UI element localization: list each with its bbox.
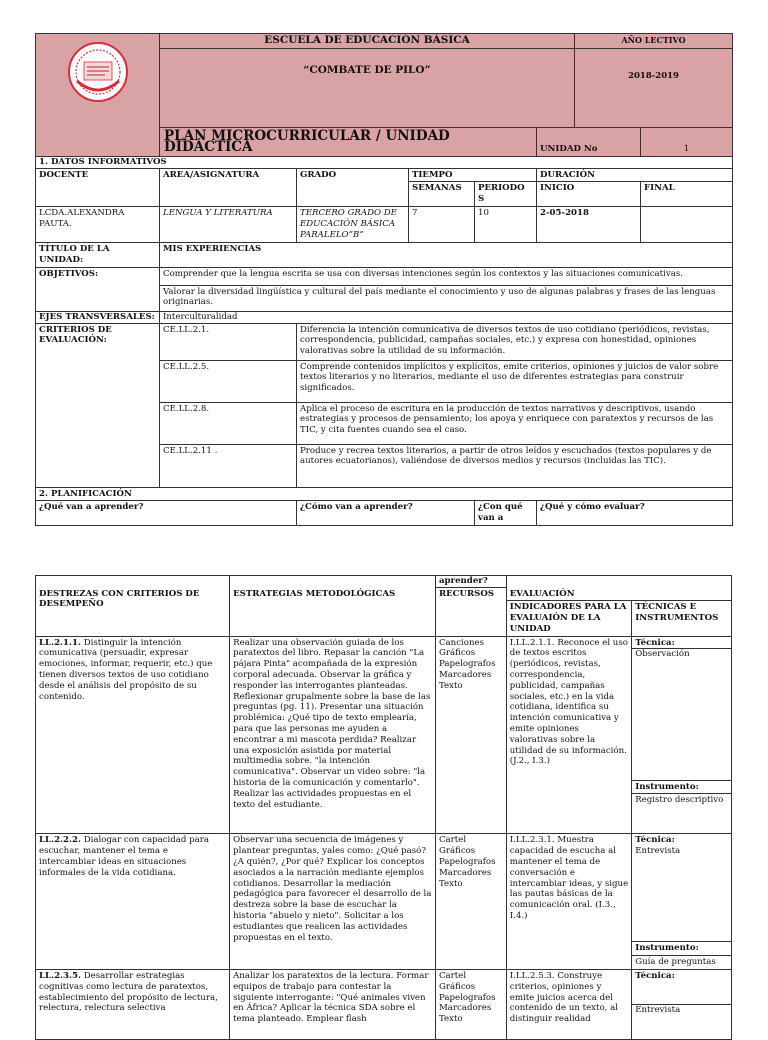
tecnica-cell xyxy=(632,834,732,942)
tecnica-label: Técnica: xyxy=(635,971,675,982)
section-planificacion: 2. PLANIFICACIÓN xyxy=(36,487,733,501)
aprender-cont: aprender? xyxy=(435,576,506,588)
planning-table xyxy=(35,575,732,1040)
destreza-text: Dialogar con capacidad para escuchar, mantener el tema e intercambiar ideas en situaciones informales de la vida cotidiana. xyxy=(39,835,209,878)
periodos-header: PERIODO S xyxy=(475,182,537,207)
objetivo-2: Valorar la diversidad lingüística y cultural del país mediante el conocimiento y uso de algunas palabras y frases de las lenguas originarias. xyxy=(160,285,733,311)
inicio-value: 2-05-2018 xyxy=(537,206,641,242)
recursos-text: Cartel Gráficos Papelografos Marcadores Texto xyxy=(435,834,506,970)
tecnica-cell xyxy=(632,970,732,1040)
recursos-text: Cartel Gráficos Papelografos Marcadores Texto xyxy=(435,970,506,1040)
tecnica-value: Observación xyxy=(632,648,731,660)
criterio-code: CE.LL.2.8. xyxy=(160,402,297,444)
titulo-value: MIS EXPERIENCIAS xyxy=(160,242,733,267)
criterio-code: CE.LL.2.5. xyxy=(160,360,297,402)
tecnica-label: Técnica: xyxy=(635,835,675,846)
grado-header: GRADO xyxy=(297,168,409,206)
tecnica-cell xyxy=(632,636,732,780)
destreza-cell xyxy=(36,834,230,970)
school-title: ESCUELA DE EDUCACIÓN BÁSICA xyxy=(160,34,575,49)
section-datos: 1. DATOS INFORMATIVOS xyxy=(36,156,733,168)
criterio-text: Aplica el proceso de escritura en la producción de textos narrativos y descriptivos, usando estrategias y procesos de pensamiento; los apoya y enriquece con paratextos y recursos de las TIC, y cita fuentes cuando sea el caso. xyxy=(297,402,733,444)
grado-value: TERCERO GRADO DE EDUCACIÓN BÁSICA PARALELO”B” xyxy=(297,206,409,242)
estrategia-text: Realizar una observación guiada de los paratextos del libro. Repasar la canción "La pájara Pinta" acompañada de la expresión corporal adecuada. Observar la gráfica y responder las interrogantes planteadas. Reflexionar grupalmente sobre la base de las preguntas (pg. 11). Presentar una situación problémica: ¿Qué tipo de texto emplearía, para que las personas me ayuden a encontrar a mi mascota perdida? Realizar una exposición asistida por material multimedia sobre. "la intención comunicativa". Observar un video sobre: "la historia de la comunicación y comentarlo". Realizar las actividades propuestas en el texto del estudiante. xyxy=(230,636,436,834)
titulo-label: TÍTULO DE LA UNIDAD: xyxy=(36,242,160,267)
destreza-text: Desarrollar estrategias cognitivas como lectura de paratextos, establecimiento del propósito de lectura, relectura, relectura selectiva xyxy=(39,971,218,1014)
objetivo-1: Comprender que la lengua escrita se usa con diversas intenciones según los contextos y las situaciones comunicativas. xyxy=(160,267,733,285)
indicador-cell xyxy=(506,970,631,1040)
docente-header: DOCENTE xyxy=(36,168,160,206)
tecnicas-header: TÉCNICAS E INSTRUMENTOS xyxy=(632,601,732,636)
instrumento-value: Guía de preguntas xyxy=(632,956,732,970)
estrategia-text: Analizar los paratextos de la lectura. Formar equipos de trabajo para contestar la siguiente interrogante: "Qué animales viven en África? Aplicar la técnica SDA sobre el tema planteado. Emplear flash xyxy=(230,970,436,1040)
ejes-label: EJES TRANSVERSALES: xyxy=(36,311,160,323)
unit-label: UNIDAD No xyxy=(537,128,641,157)
ejes-value: Interculturalidad xyxy=(160,311,733,323)
periodos-value: 10 xyxy=(475,206,537,242)
year-value: 2018-2019 xyxy=(575,49,733,128)
unit-value: 1 xyxy=(641,128,733,157)
destreza-cell xyxy=(36,636,230,834)
instrumento-label: Instrumento: xyxy=(632,780,732,794)
indicador-cell xyxy=(506,834,631,970)
semanas-header: SEMANAS xyxy=(409,182,475,207)
plan-header-table xyxy=(35,33,733,526)
inicio-header: INICIO xyxy=(537,182,641,207)
school-name: “COMBATE DE PILO” xyxy=(160,49,575,128)
indicador-code: I.LL.2.3.1. xyxy=(509,835,555,846)
semanas-value: 7 xyxy=(409,206,475,242)
tiempo-header: TIEMPO xyxy=(409,168,537,182)
tecnica-label: Técnica: xyxy=(635,637,675,648)
question-how: ¿Cómo van a aprender? xyxy=(297,501,475,526)
indicador-text: Reconoce el uso de textos escritos (periódicos, revistas, correspondencia, publicidad, campañas sociales, etc.) en la vida cotidiana, identifica su intención comunicativa y emite opiniones valorativas sobre la utilidad de su información. (J.2., I.3.) xyxy=(509,637,628,767)
year-label: AÑO LECTIVO xyxy=(575,34,733,49)
estrategias-header: ESTRATEGIAS METODOLÓGICAS xyxy=(230,588,436,637)
destreza-cell xyxy=(36,970,230,1040)
docente-value: LCDA.ALEXANDRA PAUTA. xyxy=(36,206,160,242)
destreza-code: LL.2.2.2. xyxy=(39,835,81,846)
indicadores-header: INDICADORES PARA LA EVALUAIÓN DE LA UNIDAD xyxy=(506,601,631,636)
duracion-header: DURACIÓN xyxy=(537,168,733,182)
destreza-text: Distinguir la intención comunicativa (persuadir, expresar emociones, informar, requerir, etc.) que tienen diversos textos de uso cotidiano desde el análisis del propósito de su contenido. xyxy=(39,637,213,702)
plan-title: PLAN MICROCURRICULAR / UNIDAD DIDÁCTICA xyxy=(160,128,537,157)
recursos-text: Canciones Gráficos Papelografos Marcadores Texto xyxy=(435,636,506,834)
question-evaluate: ¿Qué y cómo evaluar? xyxy=(537,501,733,526)
indicador-text: Muestra capacidad de escucha al mantener el tema de conversación e intercambiar ideas, y sigue las pautas básicas de la comunicación oral. (I.3., I.4.) xyxy=(509,835,629,922)
question-what: ¿Qué van a aprender? xyxy=(36,501,297,526)
indicador-code: I.LL.2.5.3. xyxy=(509,971,555,982)
destreza-code: LL.2.1.1. xyxy=(39,637,81,648)
destreza-code: LL.2.3.5. xyxy=(39,971,81,982)
indicador-code: I.LL.2.1.1. xyxy=(509,637,555,648)
instrumento-value: Registro descriptivo xyxy=(632,794,732,834)
school-logo-icon xyxy=(67,41,129,103)
criterio-text: Diferencia la intención comunicativa de diversos textos de uso cotidiano (periódicos, revistas, correspondencia, publicidad, campañas sociales, etc.) y expresa con honestidad, opiniones valorativas sobre la utilidad de su información. xyxy=(297,323,733,360)
area-header: AREA/ASIGNATURA xyxy=(160,168,297,206)
evaluacion-header: EVALUACIÓN xyxy=(506,588,731,601)
criterio-code: CE.LL.2.1. xyxy=(160,323,297,360)
tecnica-value: Entrevista xyxy=(632,1004,731,1016)
criterio-text: Comprende contenidos implícitos y explícitos, emite criterios, opiniones y juicios de valor sobre textos literarios y no literarios, mediante el uso de diferentes estrategias para construir significados. xyxy=(297,360,733,402)
objetivos-label: OBJETIVOS: xyxy=(36,267,160,311)
destrezas-header: DESTREZAS CON CRITERIOS DE DESEMPEÑO xyxy=(36,588,230,637)
recursos-header: RECURSOS xyxy=(435,588,506,637)
question-with: ¿Con qué van a xyxy=(475,501,537,526)
logo-cell xyxy=(36,34,160,157)
final-value xyxy=(641,206,733,242)
tecnica-value: Entrevista xyxy=(635,846,681,857)
criterios-label: CRITERIOS DE EVALUACIÓN: xyxy=(36,323,160,487)
criterio-code: CE.LL.2.11 . xyxy=(160,444,297,487)
indicador-cell xyxy=(506,636,631,834)
instrumento-label: Instrumento: xyxy=(632,942,732,956)
final-header: FINAL xyxy=(641,182,733,207)
criterio-text: Produce y recrea textos literarios, a partir de otros leídos y escuchados (textos populares y de autores ecuatorianos), valiéndose de diversos medios y recursos (incluidas las TIC). xyxy=(297,444,733,487)
indicador-text: Construye criterios, opiniones y emite juicios acerca del contenido de un texto, al distinguir realidad xyxy=(509,971,618,1025)
area-value: LENGUA Y LITERATURA xyxy=(160,206,297,242)
estrategia-text: Observar una secuencia de imágenes y plantear preguntas, yales como: ¿Qué pasó? ¿A quién?, ¿Por qué? Explicar los conceptos asociados a la narración mediante ejemplos cotidianos. Desarrollar la mediación pedagógica para favorecer el desarrollo de la destreza sobre la base de escuchar la historia "abuelo y nieto". Solicitar a los estudiantes que realicen las actividades propuestas en el texto. xyxy=(230,834,436,970)
